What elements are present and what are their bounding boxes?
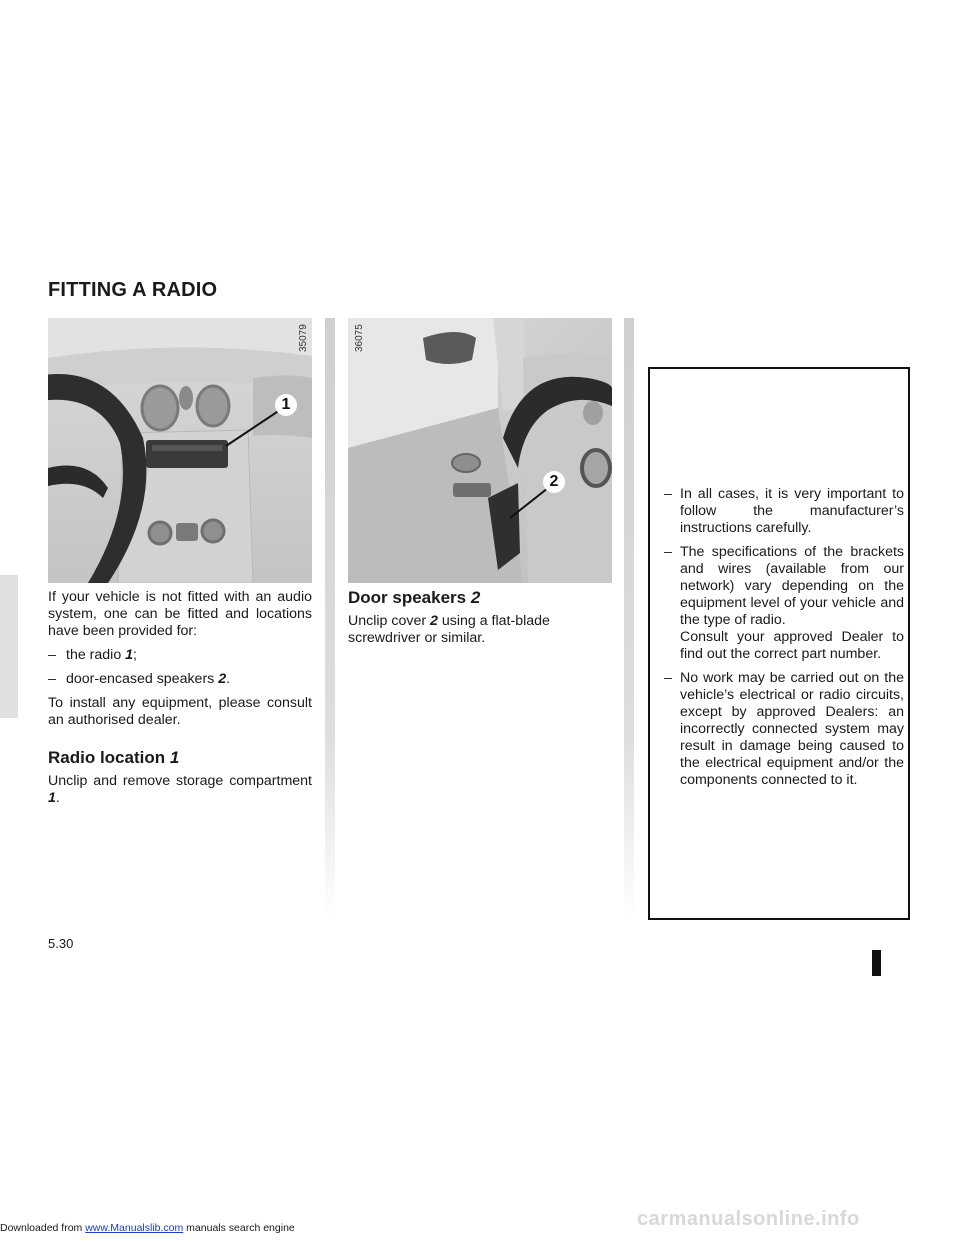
figure-code: 36075	[354, 324, 365, 352]
door-photo	[348, 318, 612, 583]
column-divider	[325, 318, 335, 918]
list-item: – the radio 1;	[48, 647, 137, 663]
manualslib-link[interactable]: www.Manualslib.com	[85, 1222, 184, 1234]
note-list	[664, 486, 904, 796]
figure-code: 35079	[298, 324, 309, 352]
door-speakers-text: Unclip cover 2 using a flat-blade screwdriver or similar.	[348, 613, 550, 646]
callout-2: 2	[543, 471, 565, 493]
install-paragraph: To install any equipment, please consult an authorised dealer.	[48, 695, 312, 728]
download-footer: Downloaded from www.Manualslib.com manuals search engine	[0, 1222, 295, 1234]
dashboard-illustration	[48, 318, 312, 583]
radio-location-heading: Radio location 1	[48, 748, 180, 767]
door-illustration	[348, 318, 612, 583]
note-item: – In all cases, it is very important to follow the manufacturer’s instructions carefully.	[664, 486, 904, 536]
column-divider	[624, 318, 634, 918]
page-number: 5.30	[48, 936, 74, 951]
callout-1: 1	[275, 394, 297, 416]
section-tab	[0, 575, 18, 718]
list-item: – door-encased speakers 2.	[48, 671, 231, 687]
watermark: carmanualsonline.info	[637, 1208, 860, 1230]
page-title: FITTING A RADIO	[48, 279, 218, 301]
note-box	[648, 367, 910, 920]
intro-paragraph: If your vehicle is not fitted with an audio system, one can be fitted and locations have been provided for:	[48, 589, 312, 639]
note-item: – No work may be carried out on the vehicle’s electrical or radio circuits, except by approved Dealers: an incorrectly connected system may result in damage being caused to the electrical equipment and/or the components connected to it.	[664, 670, 904, 788]
note-item: – The specifications of the brackets and wires (available from our network) vary depending on the equipment level of your vehicle and the type of radio. Consult your approved Dealer to find out the correct part number.	[664, 544, 904, 662]
door-speakers-heading: Door speakers 2	[348, 588, 481, 607]
middle-column	[348, 589, 612, 654]
end-marker	[872, 950, 881, 976]
radio-location-text: Unclip and remove storage compartment 1.	[48, 773, 312, 806]
dashboard-photo	[48, 318, 312, 583]
left-column	[48, 589, 312, 814]
